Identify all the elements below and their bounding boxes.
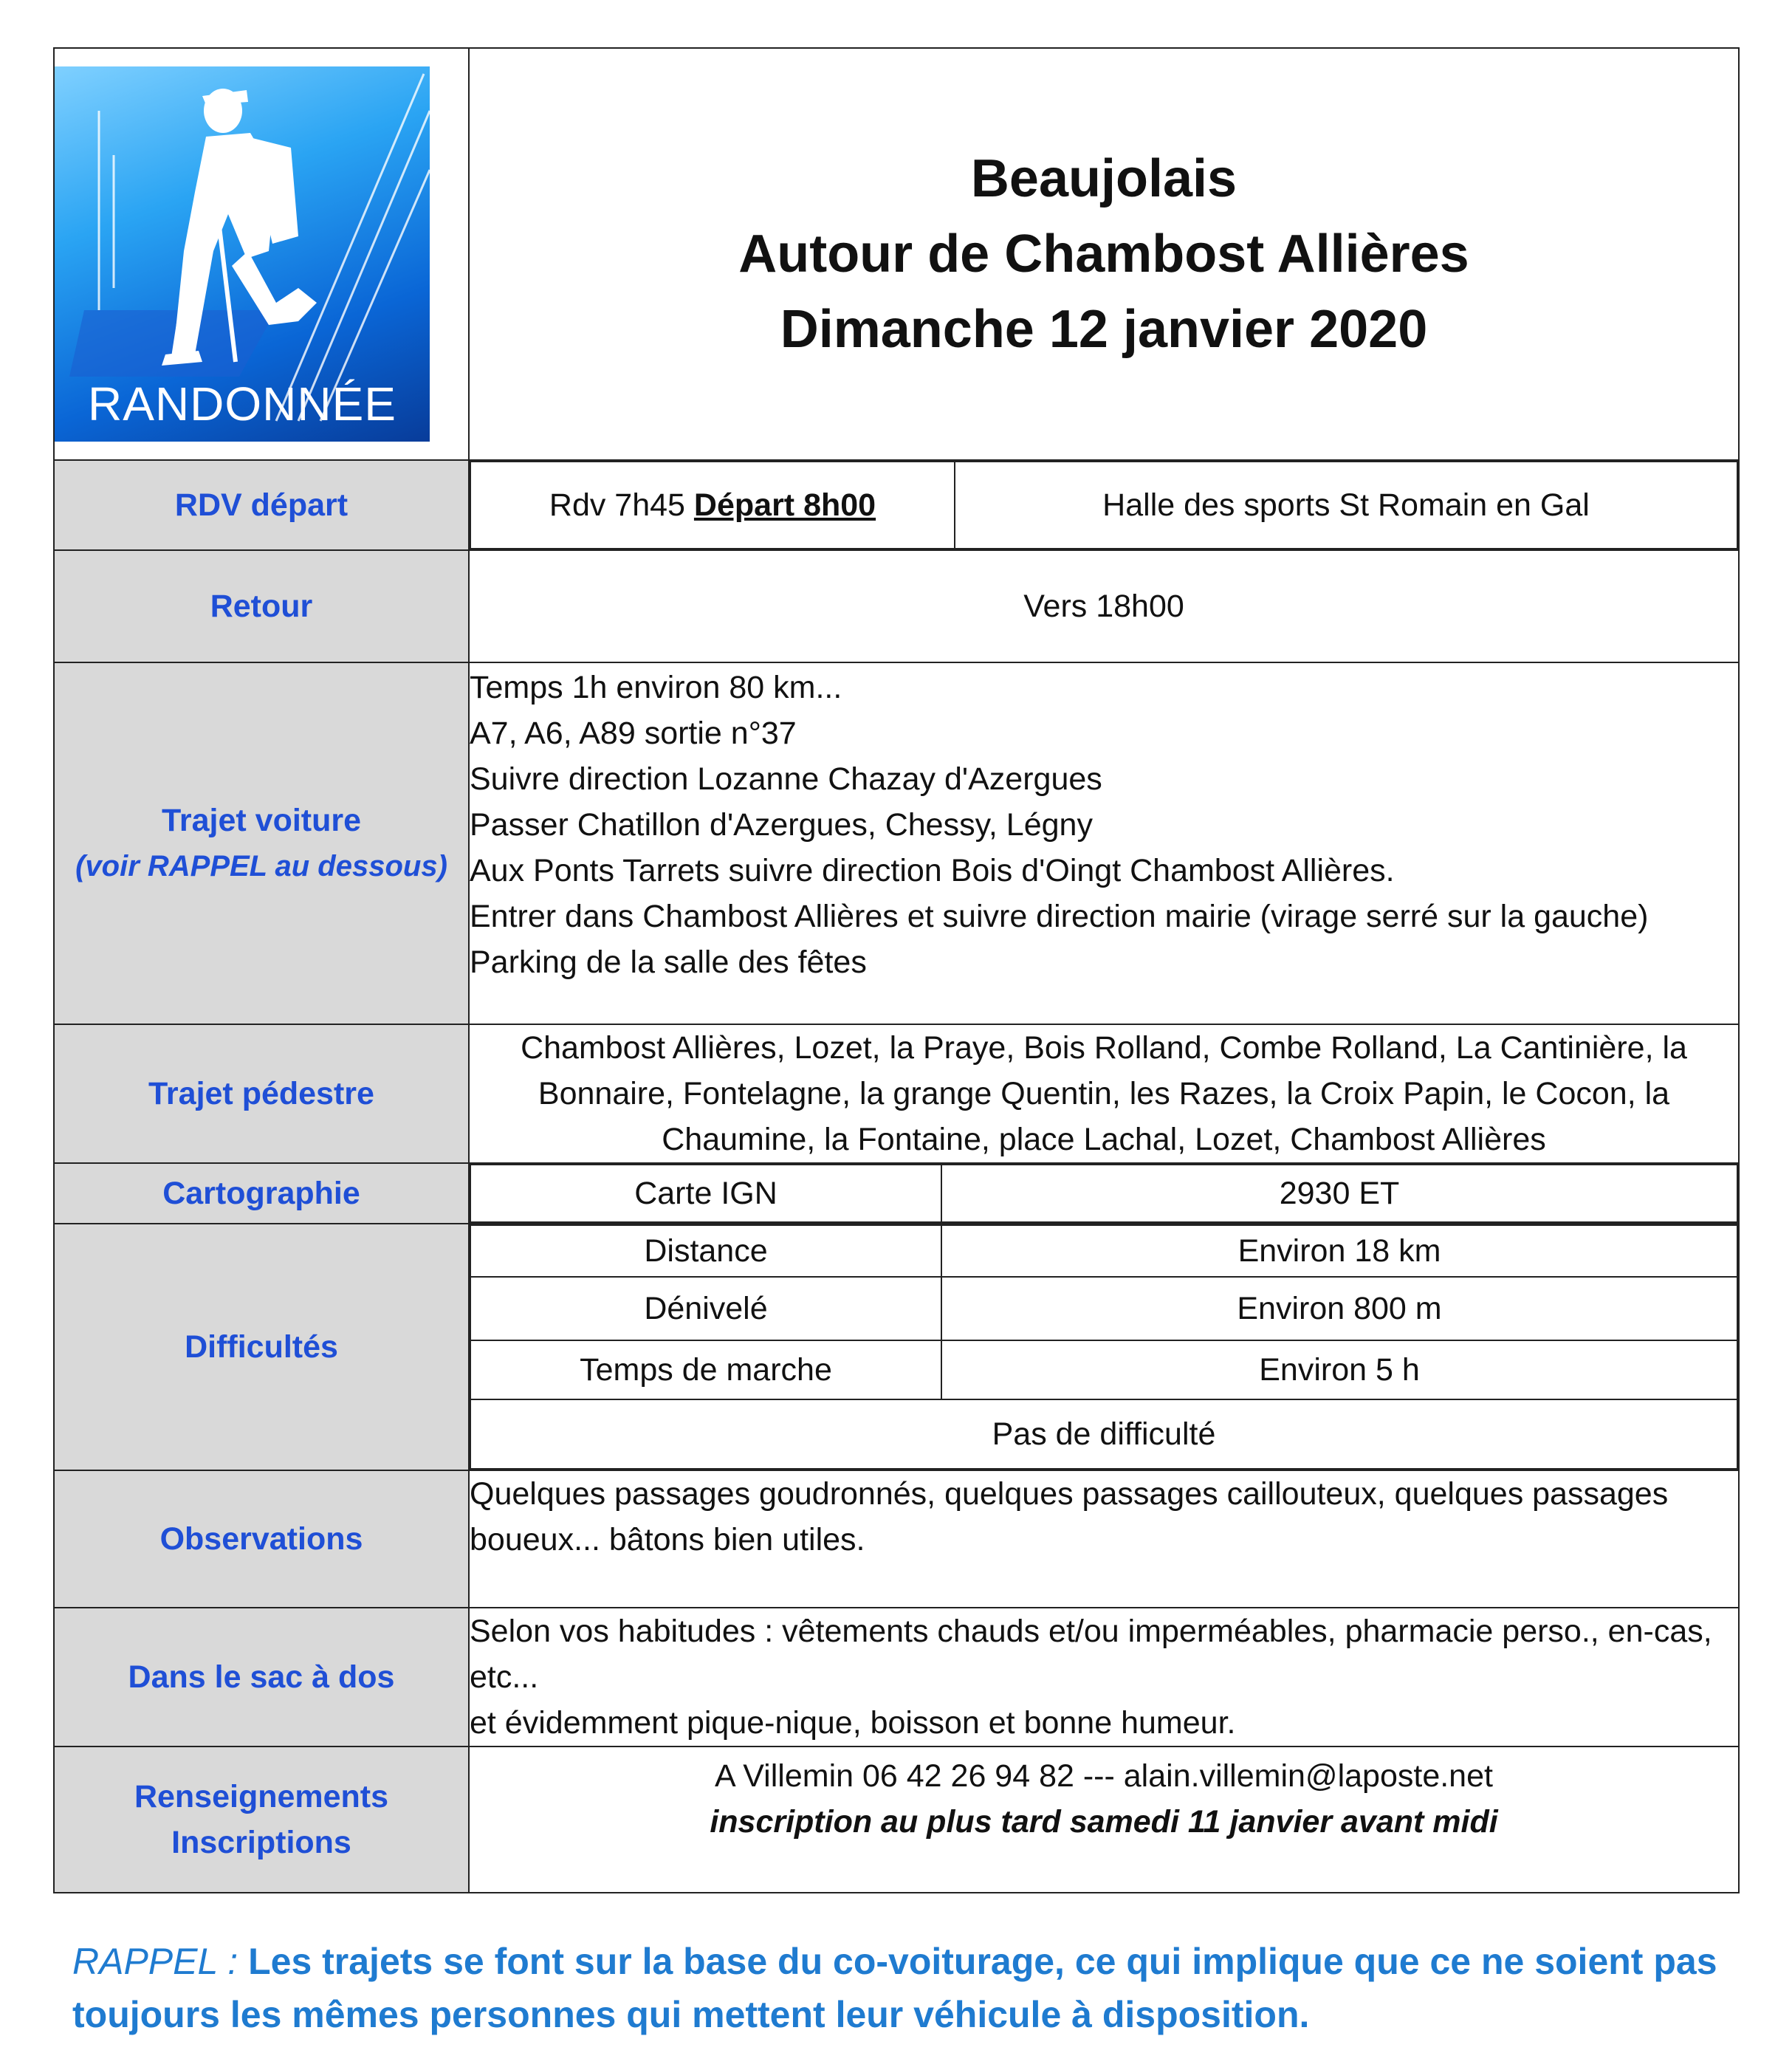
- sac-label: Dans le sac à dos: [54, 1608, 469, 1747]
- sac-line: et évidemment pique-nique, boisson et bonne humeur.: [470, 1705, 1236, 1741]
- inscriptions-label: Inscriptions: [171, 1825, 351, 1860]
- renseignements-label: Renseignements: [134, 1779, 389, 1814]
- rdv-label: RDV départ: [54, 460, 469, 550]
- cartographie-value-cell: [469, 1163, 1739, 1224]
- trajet-voiture-label-cell: [54, 662, 469, 1024]
- difficultes-value-cell: [469, 1224, 1739, 1470]
- rdv-value-cell: [469, 460, 1739, 550]
- logo-cell: [54, 48, 469, 460]
- difficulte-value: Environ 800 m: [941, 1277, 1737, 1340]
- hike-info-sheet: [53, 47, 1738, 1893]
- cartographie-key: Carte IGN: [470, 1165, 941, 1222]
- trajet-voiture-line: Suivre direction Lozanne Chazay d'Azergues: [470, 761, 1102, 797]
- trajet-voiture-line: Passer Chatillon d'Azergues, Chessy, Légny: [470, 807, 1093, 843]
- trajet-pedestre-value: Chambost Allières, Lozet, la Praye, Bois Rolland, Combe Rolland, La Cantinière, la Bonnaire, Fontelagne, la grange Quentin, les Razes, la Croix Papin, le Cocon, la Chaumine, la Fontaine, place Lachal, Lozet, Chambost Allières: [469, 1024, 1739, 1163]
- inscription-deadline: inscription au plus tard samedi 11 janvier avant midi: [710, 1804, 1498, 1840]
- cartographie-value: 2930 ET: [941, 1165, 1737, 1222]
- observations-label: Observations: [54, 1470, 469, 1608]
- rdv-depart-time: Départ 8h00: [693, 487, 876, 523]
- observations-value: Quelques passages goudronnés, quelques passages caillouteux, quelques passages boueux... bâtons bien utiles.: [469, 1470, 1739, 1608]
- difficulte-value: Environ 5 h: [941, 1340, 1737, 1399]
- title-place: Autour de Chambost Allières: [738, 224, 1469, 284]
- difficulte-value: Environ 18 km: [941, 1225, 1737, 1277]
- randonnee-logo: [55, 66, 430, 442]
- title-date: Dimanche 12 janvier 2020: [780, 300, 1428, 359]
- difficulte-key: Temps de marche: [470, 1340, 941, 1399]
- renseignements-value: [469, 1747, 1739, 1893]
- rappel-lead: RAPPEL :: [72, 1941, 249, 1982]
- difficultes-label: Difficultés: [54, 1224, 469, 1470]
- sac-value: [469, 1608, 1739, 1747]
- rdv-time-prefix: Rdv 7h45: [549, 487, 694, 523]
- logo-text: RANDONNÉE: [88, 377, 396, 431]
- retour-label: Retour: [54, 550, 469, 662]
- sac-line: Selon vos habitudes : vêtements chauds et/ou imperméables, pharmacie perso., en-cas, etc...: [470, 1614, 1712, 1695]
- difficulte-key: Distance: [470, 1225, 941, 1277]
- renseignements-label-cell: [54, 1747, 469, 1893]
- trajet-voiture-line: Entrer dans Chambost Allières et suivre direction mairie (virage serré sur la gauche) Parking de la salle des fêtes: [470, 899, 1649, 980]
- trajet-voiture-sublabel: (voir RAPPEL au dessous): [75, 850, 447, 882]
- trajet-voiture-value: [469, 662, 1739, 1024]
- rappel-note: [72, 1935, 1734, 2041]
- cartographie-label: Cartographie: [54, 1163, 469, 1224]
- title-cell: [469, 48, 1739, 460]
- trajet-voiture-label: Trajet voiture: [161, 803, 362, 838]
- contact-info: A Villemin 06 42 26 94 82 --- alain.villemin@laposte.net: [715, 1758, 1493, 1794]
- rdv-place: Halle des sports St Romain en Gal: [955, 462, 1737, 549]
- rappel-text: Les trajets se font sur la base du co-voiturage, ce qui implique que ce ne soient pas toujours les mêmes personnes qui mettent leur véhicule à disposition.: [72, 1941, 1717, 2035]
- title-region: Beaujolais: [970, 149, 1237, 208]
- difficulte-note: Pas de difficulté: [470, 1399, 1737, 1469]
- trajet-voiture-line: A7, A6, A89 sortie n°37: [470, 716, 797, 751]
- trajet-voiture-line: Aux Ponts Tarrets suivre direction Bois d'Oingt Chambost Allières.: [470, 853, 1395, 888]
- trajet-pedestre-label: Trajet pédestre: [54, 1024, 469, 1163]
- hike-info-table: [53, 47, 1740, 1893]
- difficulte-key: Dénivelé: [470, 1277, 941, 1340]
- rdv-time: [470, 462, 955, 549]
- retour-value: Vers 18h00: [469, 550, 1739, 662]
- trajet-voiture-line: Temps 1h environ 80 km...: [470, 670, 842, 705]
